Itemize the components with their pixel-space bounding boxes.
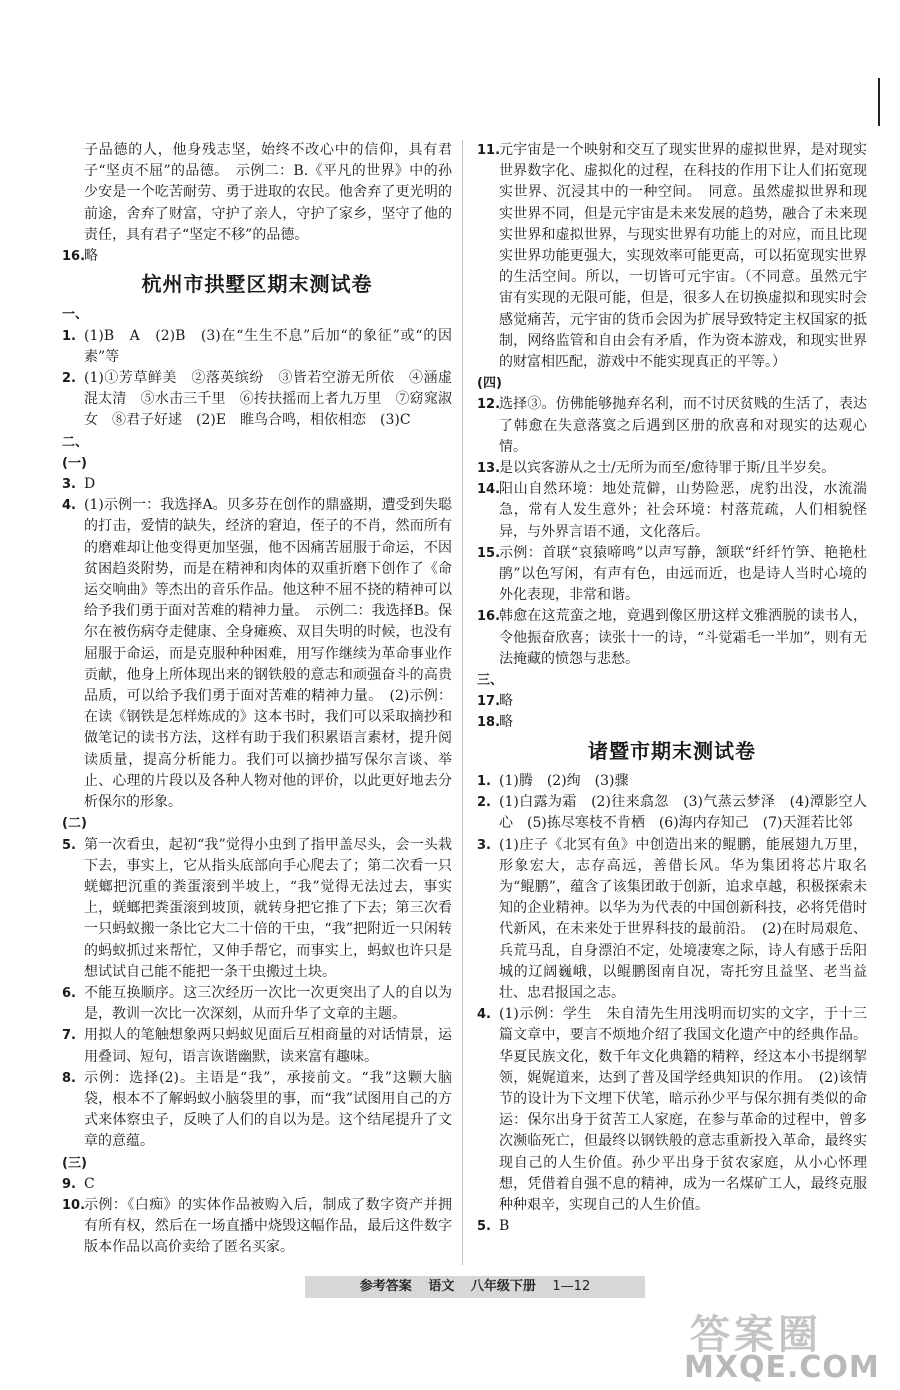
item-number: 16. xyxy=(477,609,501,625)
page-footer xyxy=(305,1276,645,1298)
item-number: 3. xyxy=(62,477,76,493)
item-number: 13. xyxy=(477,461,501,477)
page-edge-mark xyxy=(878,78,880,126)
answer-item xyxy=(477,479,867,543)
column-divider xyxy=(462,140,463,1265)
item-number: 11. xyxy=(477,143,501,158)
item-number: 2. xyxy=(62,371,76,387)
answer-item xyxy=(62,495,452,813)
item-text: 第一次看虫，起初“我”觉得小虫到了指甲盖尽头，会一头栽下去，事实上，它从指头底部向手心爬去了；第二次看一只蜣螂把沉重的粪蛋滚到半坡上，“我”觉得无法过去，事实上，蜣螂把粪蛋滚到坡顶，就转身把它推了下去；第三次看一只蚂蚁搬一条比它大二十倍的干虫，“我”把附近一只闲转的蚂蚁抓过来帮忙，又伸手帮它，而事实上，蚂蚁也许只是想试试自己能不能把一条干虫搬过土块。 xyxy=(84,836,452,980)
item-number: 1. xyxy=(477,773,491,789)
answer-item xyxy=(477,606,867,670)
item-text: (1)示例：学生 朱自清先生用浅明而切实的文字，于十三篇文章中，要言不烦地介绍了我国文化遗产中的经典作品。华夏民族文化，数千年文化典籍的精粹，经这本小书提纲挈领，娓娓道来，达到了普及国学经典知识的作用。 (2)该情节的设计为下文埋下伏笔，暗示孙少平与保尔拥有类似的命运：保尔出身于贫苦工人家庭，在参与革命的过程中，曾多次濒临死亡，但最终以钢铁般的意志重新投入革命，最终实现自己的人生价值。孙少平出身于贫农家庭，从小心怀理想，凭借着自强不息的精神，成为一名煤矿工人，最终克服种种艰辛，实现自己的人生价值。 xyxy=(499,1006,867,1213)
item-text: 是以宾客游从之士/无所为而至/愈待罪于斯/且半岁矣。 xyxy=(499,460,836,477)
section-heading: 三、 xyxy=(477,673,504,689)
subsection-heading: (三) xyxy=(62,1155,87,1171)
subsection-heading: (四) xyxy=(477,376,502,392)
item-text: 示例：《白痴》的实体作品被购入后，制成了数字资产并拥有所有权，然后在一场直播中烧毁这幅作品，最后这件数字版本作品以高价卖给了匿名买家。 xyxy=(84,1196,452,1256)
answer-item xyxy=(62,1025,452,1067)
item-text: 示例：首联“哀猿啼鸣”以声写静，颔联“纤纤竹笋、艳艳杜鹃”以色写闲，有声有色，由远而近，也是诗人当时心境的外化表现，非常和谐。 xyxy=(499,544,867,604)
subsection-heading: (一) xyxy=(62,455,87,471)
answer-item xyxy=(477,1216,867,1237)
item-number: 4. xyxy=(62,498,76,514)
watermark-logo: 答案圈 xyxy=(690,1312,822,1358)
section-title-hangzhou: 杭州市拱墅区期末测试卷 xyxy=(141,272,373,297)
section-heading: 二、 xyxy=(62,434,89,450)
item-text: B xyxy=(499,1218,510,1235)
item-text: 用拟人的笔触想象两只蚂蚁见面后互相商量的对话情景，运用叠词、短句，语言诙谐幽默，读来富有趣味。 xyxy=(84,1027,452,1065)
item-number: 4. xyxy=(477,1007,491,1023)
answer-item xyxy=(477,792,867,834)
item-text: 略 xyxy=(499,693,513,710)
item-number: 5. xyxy=(62,837,76,853)
item-number: 12. xyxy=(477,397,501,413)
answer-item xyxy=(477,835,867,1005)
item-text: (1)庄子《北冥有鱼》中创造出来的鲲鹏，能展翅九万里，形象宏大，志存高远，善借长风。华为集团将芯片取名为“鲲鹏”，蕴含了该集团敢于创新，追求卓越，积极探索未知的企业精神。以华为为代表的中国创新科技，必将凭借时代新风，在未来处于世界科技的最前沿。 (2)在时局艰危、兵荒马乱，自身漂泊不定，处境凄寒之际，诗人有感于岳阳城的辽阔巍峨，以鲲鹏图南自况，寄托穷且益坚、老当益壮、忠君报国之志。 xyxy=(499,836,867,1001)
item-text: 韩愈在这荒蛮之地，竟遇到像区册这样文雅洒脱的读书人，令他振奋欣喜；读张十一的诗，“斗觉霜毛一半加”，则有无法掩藏的愤怨与悲愁。 xyxy=(499,608,867,667)
section-heading: 一、 xyxy=(62,307,89,323)
item-number: 3. xyxy=(477,837,491,853)
item-text: 不能互换顺序。这三次经历一次比一次更突出了人的自以为是，教训一次比一次深刻，从而升华了文章的主题。 xyxy=(84,984,452,1023)
left-column xyxy=(62,140,452,1259)
footer-subject: 语文 xyxy=(428,1279,455,1294)
answer-item xyxy=(62,474,452,495)
answer-item xyxy=(477,771,867,792)
item-number: 2. xyxy=(477,795,491,811)
item-number: 9. xyxy=(62,1176,76,1192)
answer-item xyxy=(477,712,867,733)
subsection-heading: (二) xyxy=(62,816,87,832)
item-number: 10. xyxy=(62,1197,86,1213)
answer-item xyxy=(477,1004,867,1216)
item-text: 选择③。仿佛能够抛弃名利，而不讨厌贫贱的生活了，表达了韩愈在失意落寞之后遇到区册的欣喜和对现实的达观心情。 xyxy=(499,396,867,455)
answer-item xyxy=(62,983,452,1025)
footer-page-number: 1—12 xyxy=(552,1279,591,1294)
item-text: 阳山自然环境：地处荒僻，山势险恶，虎豹出没，水流湍急，常有人发生意外；社会环境：村落荒疏，人们相貌怪异，与外界言语不通，文化落后。 xyxy=(499,481,867,540)
item-text: (1)示例一：我选择A。贝多芬在创作的鼎盛期，遭受到失聪的打击，爱情的缺失，经济的窘迫，侄子的不肖，然而所有的磨难却让他变得更加坚强，他不因痛苦屈服于命运，不因贫困趋炎附势，而是在精神和肉体的双重折磨下创作了《命运交响曲》等杰出的音乐作品。他这种不屈不挠的精神可以给予我们勇于面对苦难的精神力量。 示例二：我选择B。保尔在被伤病夺走健康、全身瘫痪、双目失明的时候，也没有屈服于命运，而是克服种种困难，用写作继续为革命事业作贡献，他身上所体现出来的钢铁般的意志和顽强奋斗的高贵品质，可以给予我们勇于面对苦难的精神力量。 (2)示例：在读《钢铁是怎样炼成的》这本书时，我们可以采取摘抄和做笔记的读书方法，这样有助于我们积累语言素材，提升阅读质量，提高分析能力。我们可以摘抄描写保尔言谈、举止、心理的片段以及各种人物对他的评价，以此更好地去分析保尔的形象。 xyxy=(84,497,452,811)
answer-item xyxy=(477,140,867,373)
item-number: 16. xyxy=(62,249,86,265)
answer-item xyxy=(477,458,867,479)
answer-item xyxy=(477,394,867,458)
answer-item xyxy=(62,835,452,983)
item-number: 18. xyxy=(477,715,501,731)
item-text: (1)腾 (2)绚 (3)骤 xyxy=(499,772,629,789)
answer-item xyxy=(62,1195,452,1259)
answer-item xyxy=(62,1174,452,1195)
item-text: 示例：选择(2)。主语是“我”，承接前文。“我”这颗大脑袋，根本不了解蚂蚁小脑袋里的事，而“我”试图用自己的方式来体察虫子，反映了人们的自以为是。这个结尾提升了文章的意蕴。 xyxy=(84,1069,452,1150)
item-text: (1)B A (2)B (3)在“生生不息”后加“的象征”或“的因素”等 xyxy=(84,327,452,365)
footer-grade: 八年级下册 xyxy=(470,1279,536,1294)
answer-item xyxy=(62,326,452,368)
item-text: 元宇宙是一个映射和交互了现实世界的虚拟世界，是对现实世界数字化、虚拟化的过程，在科技的作用下让人们拓宽现实世界、沉浸其中的一种空间。 同意。虽然虚拟世界和现实世界不同，但是元宇宙是未来发展的趋势，融合了未来现实世界和虚拟世界，与现实世界有功能上的对应，而且比现实世界功能更强大，实现效率可能更高，可以拓宽现实世界的生活空间。所以，一切皆可元宇宙。（不同意。虽然元宇宙有实现的无限可能，但是，很多人在切换虚拟和现实时会感觉痛苦，元宇宙的货币会因为扩展导致特定主权国家的抵制，网络监管和自由会有矛盾，作为资本游戏，和现实世界的财富相匹配，游戏中不能实现真正的平等。） xyxy=(499,142,867,371)
item-number: 14. xyxy=(477,482,501,498)
answer-item xyxy=(62,368,452,432)
item-text: (1)白露为霜 (2)往来翕忽 (3)气蒸云梦泽 (4)潭影空人心 (5)拣尽寒枝不肯栖 (6)海内存知己 (7)天涯若比邻 xyxy=(499,794,867,832)
answer-item xyxy=(477,543,867,607)
answer-item xyxy=(62,246,452,267)
item-text: C xyxy=(84,1175,95,1192)
item-text: 略 xyxy=(84,248,98,265)
watermark-url: MXQE.COM xyxy=(684,1350,880,1385)
carryover-paragraph: 子品德的人，他身残志坚，始终不改心中的信仰，具有君子“坚贞不屈”的品德。 示例二：B.《平凡的世界》中的孙少安是一个吃苦耐劳、勇于进取的农民。他舍弃了更光明的前途，舍弃了财富，守护了亲人，守护了家乡，坚守了他的责任，具有君子“坚定不移”的品德。 xyxy=(84,142,452,243)
answer-item xyxy=(62,1068,452,1153)
item-text: D xyxy=(84,476,96,493)
right-column xyxy=(477,140,867,1237)
item-number: 17. xyxy=(477,694,501,710)
answer-item xyxy=(477,691,867,712)
item-text: (1)①芳草鲜美 ②落英缤纷 ③皆若空游无所依 ④涵虚混太清 ⑤水击三千里 ⑥抟扶摇而上者九万里 ⑦窈窕淑女 ⑧君子好逑 (2)E 睢鸟合鸣，相依相恋 (3)C xyxy=(84,370,452,429)
footer-label: 参考答案 xyxy=(359,1279,412,1294)
item-number: 5. xyxy=(477,1219,491,1235)
item-text: 略 xyxy=(499,714,513,731)
item-number: 8. xyxy=(62,1070,76,1086)
item-number: 6. xyxy=(62,985,76,1001)
section-title-zhuji: 诸暨市期末测试卷 xyxy=(588,738,756,763)
item-number: 7. xyxy=(62,1028,76,1044)
item-number: 15. xyxy=(477,545,501,561)
item-number: 1. xyxy=(62,328,76,344)
